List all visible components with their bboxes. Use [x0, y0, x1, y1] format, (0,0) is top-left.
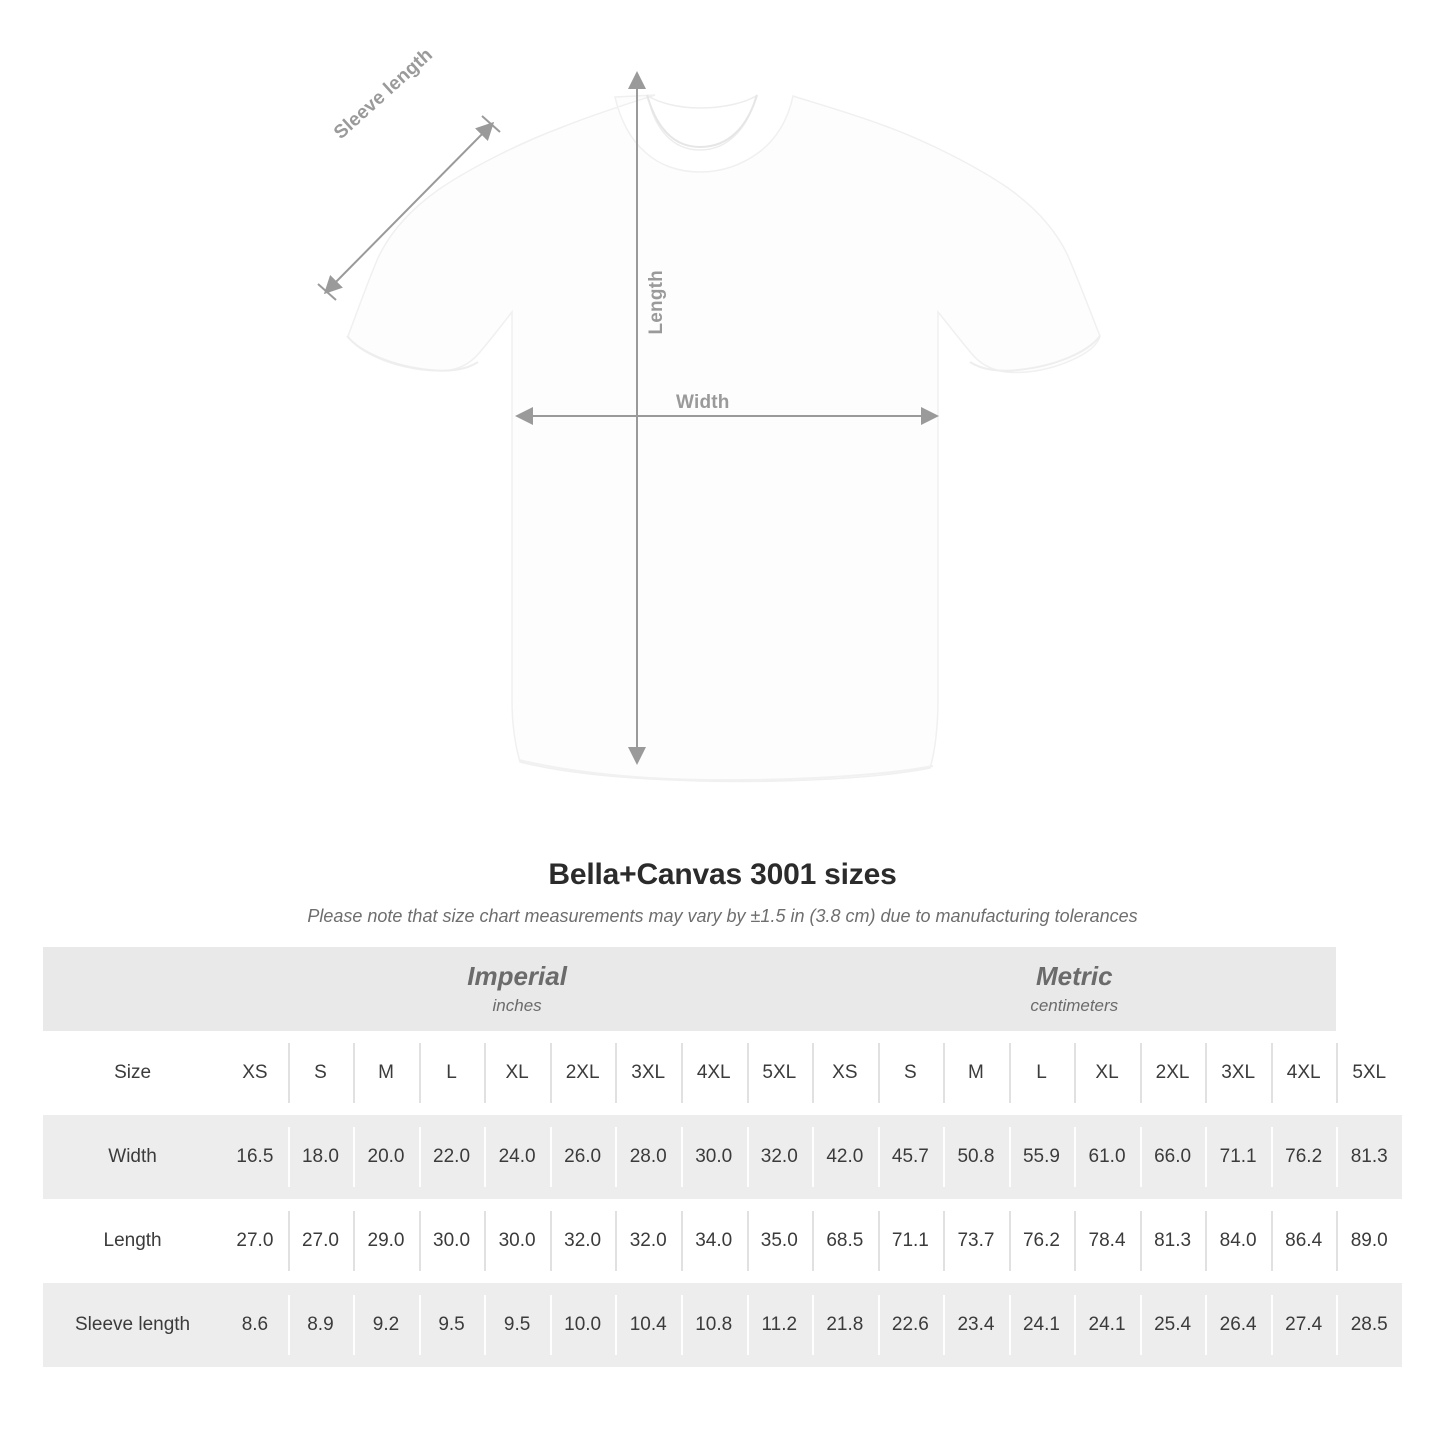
size-header-label: Size: [43, 1031, 222, 1115]
size-table: [43, 947, 1402, 1367]
row-label-sleeve-length: Sleeve length: [43, 1283, 222, 1367]
width-2xl-in: 26.0: [550, 1115, 616, 1199]
col-head-13: XL: [1074, 1031, 1140, 1115]
length-l-cm: 76.2: [1009, 1199, 1075, 1283]
sleeve-m-in: 9.2: [353, 1283, 419, 1367]
metric-name: Metric: [1035, 961, 1113, 991]
imperial-sub: inches: [492, 995, 542, 1015]
length-l-in: 30.0: [419, 1199, 485, 1283]
sleeve-2xl-in: 10.0: [550, 1283, 616, 1367]
sleeve-3xl-in: 10.4: [615, 1283, 681, 1367]
col-head-0: XS: [222, 1031, 288, 1115]
length-s-cm: 71.1: [878, 1199, 944, 1283]
length-xs-in: 27.0: [222, 1199, 288, 1283]
col-head-17: 5XL: [1336, 1031, 1402, 1115]
sleeve-length-label: Sleeve length: [330, 44, 438, 144]
width-5xl-in: 32.0: [747, 1115, 813, 1199]
table-header-row: [43, 1031, 1402, 1115]
col-head-6: 3XL: [615, 1031, 681, 1115]
length-2xl-cm: 81.3: [1140, 1199, 1206, 1283]
sleeve-l-in: 9.5: [419, 1283, 485, 1367]
sleeve-xs-in: 8.6: [222, 1283, 288, 1367]
sleeve-xl-in: 9.5: [484, 1283, 550, 1367]
sleeve-s-in: 8.9: [288, 1283, 354, 1367]
col-head-11: M: [943, 1031, 1009, 1115]
width-xl-in: 24.0: [484, 1115, 550, 1199]
size-table-container: [43, 947, 1402, 1367]
length-4xl-in: 34.0: [681, 1199, 747, 1283]
unit-header-spacer: [43, 947, 222, 1031]
col-head-7: 4XL: [681, 1031, 747, 1115]
width-4xl-cm: 76.2: [1271, 1115, 1337, 1199]
width-3xl-cm: 71.1: [1205, 1115, 1271, 1199]
length-s-in: 27.0: [288, 1199, 354, 1283]
unit-header-row: [43, 947, 1402, 1031]
col-head-2: M: [353, 1031, 419, 1115]
unit-group-imperial: [222, 947, 812, 1031]
sleeve-5xl-cm: 28.5: [1336, 1283, 1402, 1367]
length-3xl-cm: 84.0: [1205, 1199, 1271, 1283]
width-5xl-cm: 81.3: [1336, 1115, 1402, 1199]
length-label: Length: [646, 270, 667, 335]
length-xs-cm: 68.5: [812, 1199, 878, 1283]
table-row: [43, 1199, 1402, 1283]
sleeve-xs-cm: 21.8: [812, 1283, 878, 1367]
width-s-in: 18.0: [288, 1115, 354, 1199]
width-m-cm: 50.8: [943, 1115, 1009, 1199]
length-xl-in: 30.0: [484, 1199, 550, 1283]
length-m-cm: 73.7: [943, 1199, 1009, 1283]
length-2xl-in: 32.0: [550, 1199, 616, 1283]
unit-group-metric: [812, 947, 1336, 1031]
col-head-3: L: [419, 1031, 485, 1115]
width-l-cm: 55.9: [1009, 1115, 1075, 1199]
col-head-12: L: [1009, 1031, 1075, 1115]
sleeve-4xl-in: 10.8: [681, 1283, 747, 1367]
col-head-1: S: [288, 1031, 354, 1115]
length-m-in: 29.0: [353, 1199, 419, 1283]
row-label-width: Width: [43, 1115, 222, 1199]
width-m-in: 20.0: [353, 1115, 419, 1199]
width-xs-cm: 42.0: [812, 1115, 878, 1199]
sleeve-5xl-in: 11.2: [747, 1283, 813, 1367]
sleeve-4xl-cm: 27.4: [1271, 1283, 1337, 1367]
sleeve-l-cm: 24.1: [1009, 1283, 1075, 1367]
col-head-9: XS: [812, 1031, 878, 1115]
imperial-name: Imperial: [467, 961, 567, 991]
col-head-8: 5XL: [747, 1031, 813, 1115]
col-head-14: 2XL: [1140, 1031, 1206, 1115]
sleeve-m-cm: 23.4: [943, 1283, 1009, 1367]
row-label-length: Length: [43, 1199, 222, 1283]
width-label: Width: [676, 392, 730, 413]
tolerance-note: Please note that size chart measurements may vary by ±1.5 in (3.8 cm) due to manufacturing tolerances: [307, 906, 1138, 926]
width-2xl-cm: 66.0: [1140, 1115, 1206, 1199]
length-5xl-in: 35.0: [747, 1199, 813, 1283]
width-xl-cm: 61.0: [1074, 1115, 1140, 1199]
width-l-in: 22.0: [419, 1115, 485, 1199]
col-head-16: 4XL: [1271, 1031, 1337, 1115]
width-3xl-in: 28.0: [615, 1115, 681, 1199]
sleeve-s-cm: 22.6: [878, 1283, 944, 1367]
length-4xl-cm: 86.4: [1271, 1199, 1337, 1283]
table-row: [43, 1115, 1402, 1199]
sleeve-3xl-cm: 26.4: [1205, 1283, 1271, 1367]
width-4xl-in: 30.0: [681, 1115, 747, 1199]
length-3xl-in: 32.0: [615, 1199, 681, 1283]
sleeve-2xl-cm: 25.4: [1140, 1283, 1206, 1367]
length-5xl-cm: 89.0: [1336, 1199, 1402, 1283]
metric-sub: centimeters: [1030, 995, 1119, 1015]
col-head-10: S: [878, 1031, 944, 1115]
sleeve-xl-cm: 24.1: [1074, 1283, 1140, 1367]
table-row: [43, 1283, 1402, 1367]
col-head-5: 2XL: [550, 1031, 616, 1115]
page-title: Bella+Canvas 3001 sizes: [548, 858, 897, 891]
col-head-15: 3XL: [1205, 1031, 1271, 1115]
col-head-4: XL: [484, 1031, 550, 1115]
length-xl-cm: 78.4: [1074, 1199, 1140, 1283]
width-xs-in: 16.5: [222, 1115, 288, 1199]
width-s-cm: 45.7: [878, 1115, 944, 1199]
